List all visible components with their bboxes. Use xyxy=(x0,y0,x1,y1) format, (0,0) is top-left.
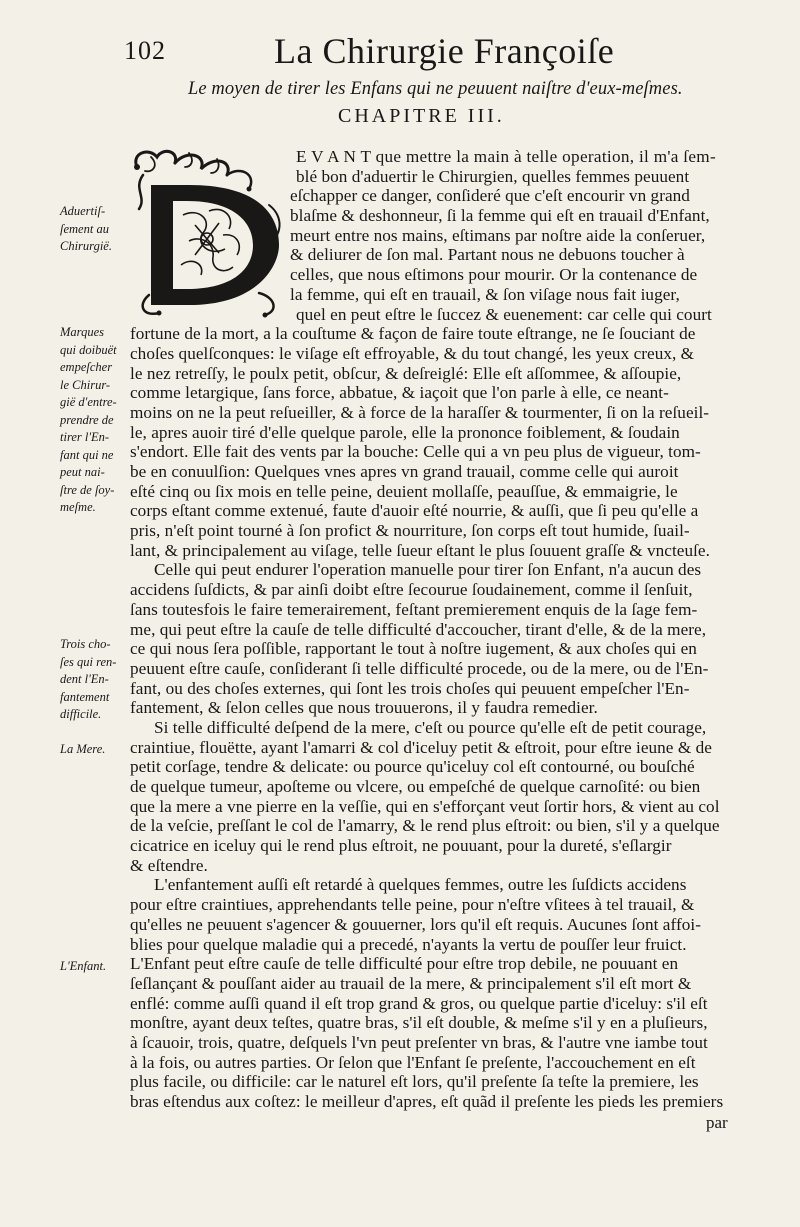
text-line: quel en peut eſtre le ſuccez & euenement: car celle qui court xyxy=(296,304,712,324)
chapter-heading: CHAPITRE III. xyxy=(338,105,505,127)
page-header xyxy=(124,30,744,80)
text-line: E V A N T que mettre la main à telle operation, il m'a ſem- xyxy=(296,147,716,166)
sidenote-marques: Marques qui doibuët empeſcher le Chirur- gië d'entre- prendre de tirer l'En- fant qui ne peut nai- ſtre de ſoy- meſme. xyxy=(60,325,117,514)
text-line: Si telle difficulté deſpend de la mere, c'eſt ou pource qu'elle eſt de petit courage, xyxy=(154,717,707,737)
text-line: monſtre, ayant deux teſtes, quatre bras, s'il eſt double, & meſme s'il y en a pluſieurs, xyxy=(130,1013,708,1033)
text-line: enflé: comme auſſi quand il eſt trop grand & gros, ou quelque partie d'iceluy: s'il eſt xyxy=(130,993,708,1013)
text-line: ce qui nous ſera poſſible, rapportant le tout à noſtre iugement, & aux choſes qui en xyxy=(130,639,697,659)
text-line: craintiue, flouëtte, ayant l'amarri & col d'iceluy petit & eſtroit, pour eſtre ieune & de xyxy=(130,737,712,757)
text-line: eſchapper ce danger, conſideré que c'eſt encourir vn grand xyxy=(290,186,690,206)
decorated-initial-d xyxy=(129,145,289,320)
text-line: la femme, qui eſt en trauail, & ſon viſage nous fait iuger, xyxy=(290,284,680,304)
text-line: celles, que nous eſtimons pour mourir. Or la contenance de xyxy=(290,265,698,285)
text-line: pris, n'eſt point tourné à ſon profict & nourriture, ſon corps eſt tout humide, ſuail- xyxy=(130,521,690,541)
text-line: de la veſcie, preſſant le col de l'amarry, & le rend plus eſtroit: ou bien, s'il y a quelque xyxy=(130,816,720,836)
text-line: qu'elles ne peuuent s'agencer & gouuerner, lors qu'il eſt requis. Aucunes ſont affoi- xyxy=(130,914,701,934)
text-line: blaſme & deshonneur, ſi la femme qui eſt en trauail d'Enfant, xyxy=(290,206,710,226)
text-line: peuuent eſtre cauſe, conſiderant ſi telle difficulté procede, ou de la mere, ou de l'En- xyxy=(130,658,709,678)
text-line: L'Enfant peut eſtre cauſe de telle difficulté pour eſtre trop debile, ne pouuant en xyxy=(130,954,679,974)
text-line: & eſtendre. xyxy=(130,855,208,875)
sidenote-advertissement: Aduertiſ- ſement au Chirurgië. xyxy=(60,204,112,253)
text-line: meurt entre nos mains, eſtimans par noſtre aide la conſeruer, xyxy=(290,225,706,245)
text-line: à ſcauoir, trois, quatre, deſquels l'vn peut preſenter vn bras, & l'autre vne iambe tout xyxy=(130,1032,708,1052)
text-line: choſes quelſconques: le viſage eſt effroyable, & du tout changé, les yeux creux, & xyxy=(130,343,695,363)
text-line: le nez retreſſy, le poulx petit, obſcur, & deſreiglé: Elle eſt aſſommee, & aſſoupie, xyxy=(130,363,682,383)
text-line: petit corſage, tendre & delicate: ou pource qu'iceluy col eſt contourné, ou bouſché xyxy=(130,757,695,777)
running-title: La Chirurgie Françoiſe xyxy=(274,31,615,71)
page-number: 102 xyxy=(124,36,166,65)
text-line: lant, & principalement au viſage, telle ſueur eſtant le plus ſouuent graſſe & vncteuſe. xyxy=(130,540,710,560)
text-line: Celle qui peut endurer l'operation manuelle pour tirer ſon Enfant, n'a aucun des xyxy=(154,560,702,580)
section-title: Le moyen de tirer les Enfans qui ne peuuent naiſtre d'eux-meſmes. xyxy=(188,79,683,99)
sidenote-la-mere: La Mere. xyxy=(60,742,106,756)
sidenote-l-enfant: L'Enfant. xyxy=(60,959,107,973)
text-line: ſeſlançant & pouſſant aider au trauail de la mere, & principalement s'il eſt mort & xyxy=(130,973,692,993)
text-line: eſté cinq ou ſix mois en telle peine, deuient mollaſſe, peauſſue, & emmaigrie, le xyxy=(130,481,678,501)
text-line: be en conuulſion: Quelques vnes apres vn grand trauail, comme celle qui auroit xyxy=(130,462,679,481)
text-line: comme letargique, ſans force, abbatue, & iaçoit que l'on parle à elle, ce neant- xyxy=(130,383,669,403)
text-line: cicatrice en iceluy qui le rend plus eſtroit, ne pouuant, pour la dureté, s'eſlargir xyxy=(130,836,672,856)
text-line: fortune de la mort, a la couſtume & façon de faire toute eſtrange, ne ſe ſouciant de xyxy=(130,324,696,344)
catchword: par xyxy=(706,1112,728,1132)
text-line: me, qui peut eſtre la cauſe de telle difficulté d'accoucher, tirant d'elle, & de la mere, xyxy=(130,619,707,639)
text-line: fant, ou des choſes externes, qui ſont les trois choſes qui peuuent empeſcher l'En- xyxy=(130,678,690,698)
text-line: corps eſtant comme extenué, faute d'auoir eſté nourrie, & auſſi, que ſi peu qu'elle a xyxy=(130,501,699,521)
text-line: fantement, & ſelon celles que nous trouuerons, il y faudra remedier. xyxy=(130,698,598,718)
text-line: le, apres auoir tiré d'elle quelque parole, elle la prononce foiblement, & ſoudain xyxy=(130,422,680,442)
text-line: & deliurer de ſon mal. Partant nous ne debuons toucher à xyxy=(290,245,685,265)
text-line: L'enfantement auſſi eſt retardé à quelques femmes, outre les ſuſdicts accidens xyxy=(154,875,687,895)
text-line: s'endort. Elle fait des vents par la bouche: Celle qui a vn peu plus de vigueur, tom- xyxy=(130,442,701,462)
text-line: que la mere a vne pierre en la veſſie, qui en s'efforçant veut ſortir hors, & vient au col xyxy=(130,796,720,816)
text-line: blies pour quelque maladie qui a precedé, n'ayants la vertu de pouſſer leur fruict. xyxy=(130,934,687,954)
text-line: de quelque tumeur, apoſteme ou vlcere, ou empeſché de quelque carnoſité: ou bien xyxy=(130,777,701,796)
text-line: accidens ſuſdicts, & par ainſi doibt eſtre ſecourue ſoudainement, comme il ſenſuit, xyxy=(130,580,693,600)
sidenote-trois-choses: Trois cho- ſes qui ren- dent l'En- fantement difficile. xyxy=(60,637,117,721)
text-line: blé bon d'aduertir le Chirurgien, quelles femmes peuuent xyxy=(296,166,690,186)
text-line: moins on ne la peut reſueiller, & à force de la haraſſer & tourmenter, ſi on la reſueil- xyxy=(130,402,710,422)
text-line: à la fois, ou autres parties. Or ſelon que l'Enfant ſe preſente, l'accouchement en eſt xyxy=(130,1052,696,1072)
text-line: plus facile, ou difficile: car le naturel eſt lors, qu'il preſente ſa teſte la premiere, les xyxy=(130,1072,699,1092)
text-line: bras eſtendus aux coſtez: le meilleur d'apres, eſt quãd il preſente les pieds les premiers xyxy=(130,1092,724,1111)
text-line: ſans toutesfois le faire temerairement, feſtant premierement enquis de la ſage fem- xyxy=(130,599,698,619)
text-line: pour eſtre craintiues, apprehendants telle peine, pour n'eſtre vſitees à tel trauail, & xyxy=(130,895,695,915)
